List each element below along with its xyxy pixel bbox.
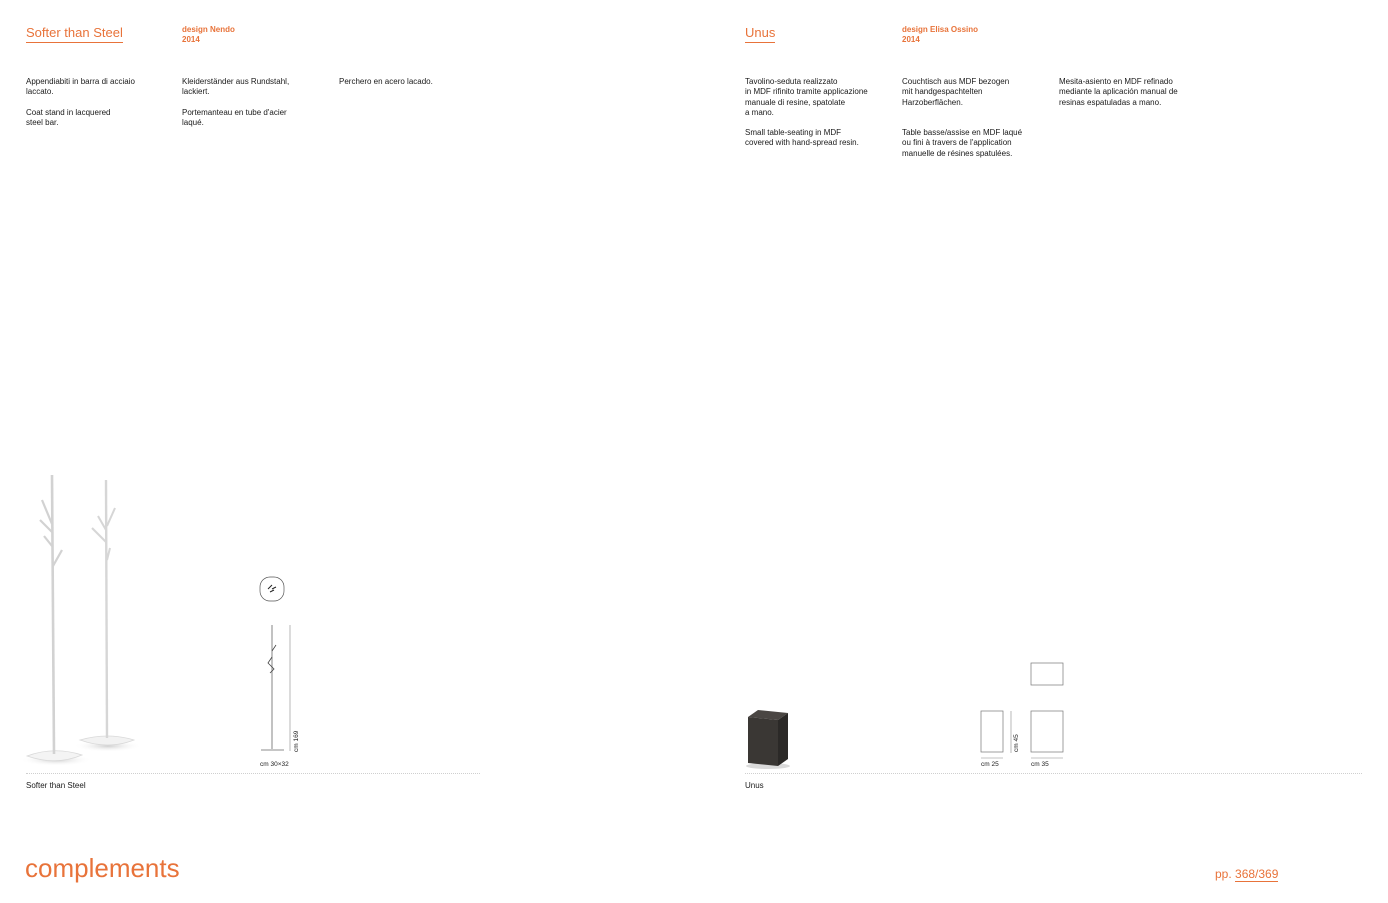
caption-unus: Unus: [745, 781, 764, 790]
dimension-height-left: cm 169: [293, 730, 300, 752]
design-year: 2014: [182, 35, 200, 44]
product-title-softer-than-steel: Softer than Steel: [26, 25, 123, 43]
description-spanish: Perchero en acero lacado.: [339, 77, 433, 86]
dotted-rule-left: [26, 773, 480, 774]
unus-table-photo: [742, 705, 794, 771]
dimension-width-35: cm 35: [1031, 761, 1049, 768]
dotted-rule-right: [745, 773, 1362, 774]
designer-block-left: [182, 25, 235, 45]
designer-name: design Nendo: [182, 25, 235, 34]
description-english: Small table-seating in MDF covered with hand-spread resin.: [745, 128, 859, 148]
page-reference: [1215, 867, 1278, 881]
page-prefix: pp.: [1215, 867, 1236, 881]
description-german: Kleiderständer aus Rundstahl, lackiert.: [182, 77, 290, 97]
dimension-width-left: cm 30×32: [260, 761, 289, 768]
description-italian: Tavolino-seduta realizzato in MDF rifinito tramite applicazione manuale di resine, spatolate a mano.: [745, 77, 868, 118]
description-english: Coat stand in lacquered steel bar.: [26, 108, 111, 128]
designer-name: design Elisa Ossino: [902, 25, 979, 34]
description-italian: Appendiabiti in barra di acciaio laccato.: [26, 77, 135, 97]
coat-stand-photo: [22, 470, 152, 770]
design-year: 2014: [902, 35, 920, 44]
description-spanish: Mesita-asiento en MDF refinado mediante la aplicación manual de resinas espatuladas a mano.: [1059, 77, 1178, 107]
dimension-height-right: cm 45: [1013, 734, 1020, 752]
description-french: Portemanteau en tube d'acier laqué.: [182, 108, 287, 128]
dimension-width-25: cm 25: [981, 761, 999, 768]
description-french: Table basse/assise en MDF laqué ou fini à travers de l'application manuelle de résines spatulées.: [902, 128, 1023, 158]
description-german: Couchtisch aus MDF bezogen mit handgespachtelten Harzoberflächen.: [902, 77, 1010, 107]
page-link[interactable]: 368/369: [1235, 867, 1279, 881]
section-title-complements: complements: [25, 853, 180, 883]
caption-softer-than-steel: Softer than Steel: [26, 781, 86, 790]
unus-technical-drawing: [978, 660, 1068, 760]
designer-block-right: [902, 25, 978, 45]
product-title-unus: Unus: [745, 25, 775, 43]
